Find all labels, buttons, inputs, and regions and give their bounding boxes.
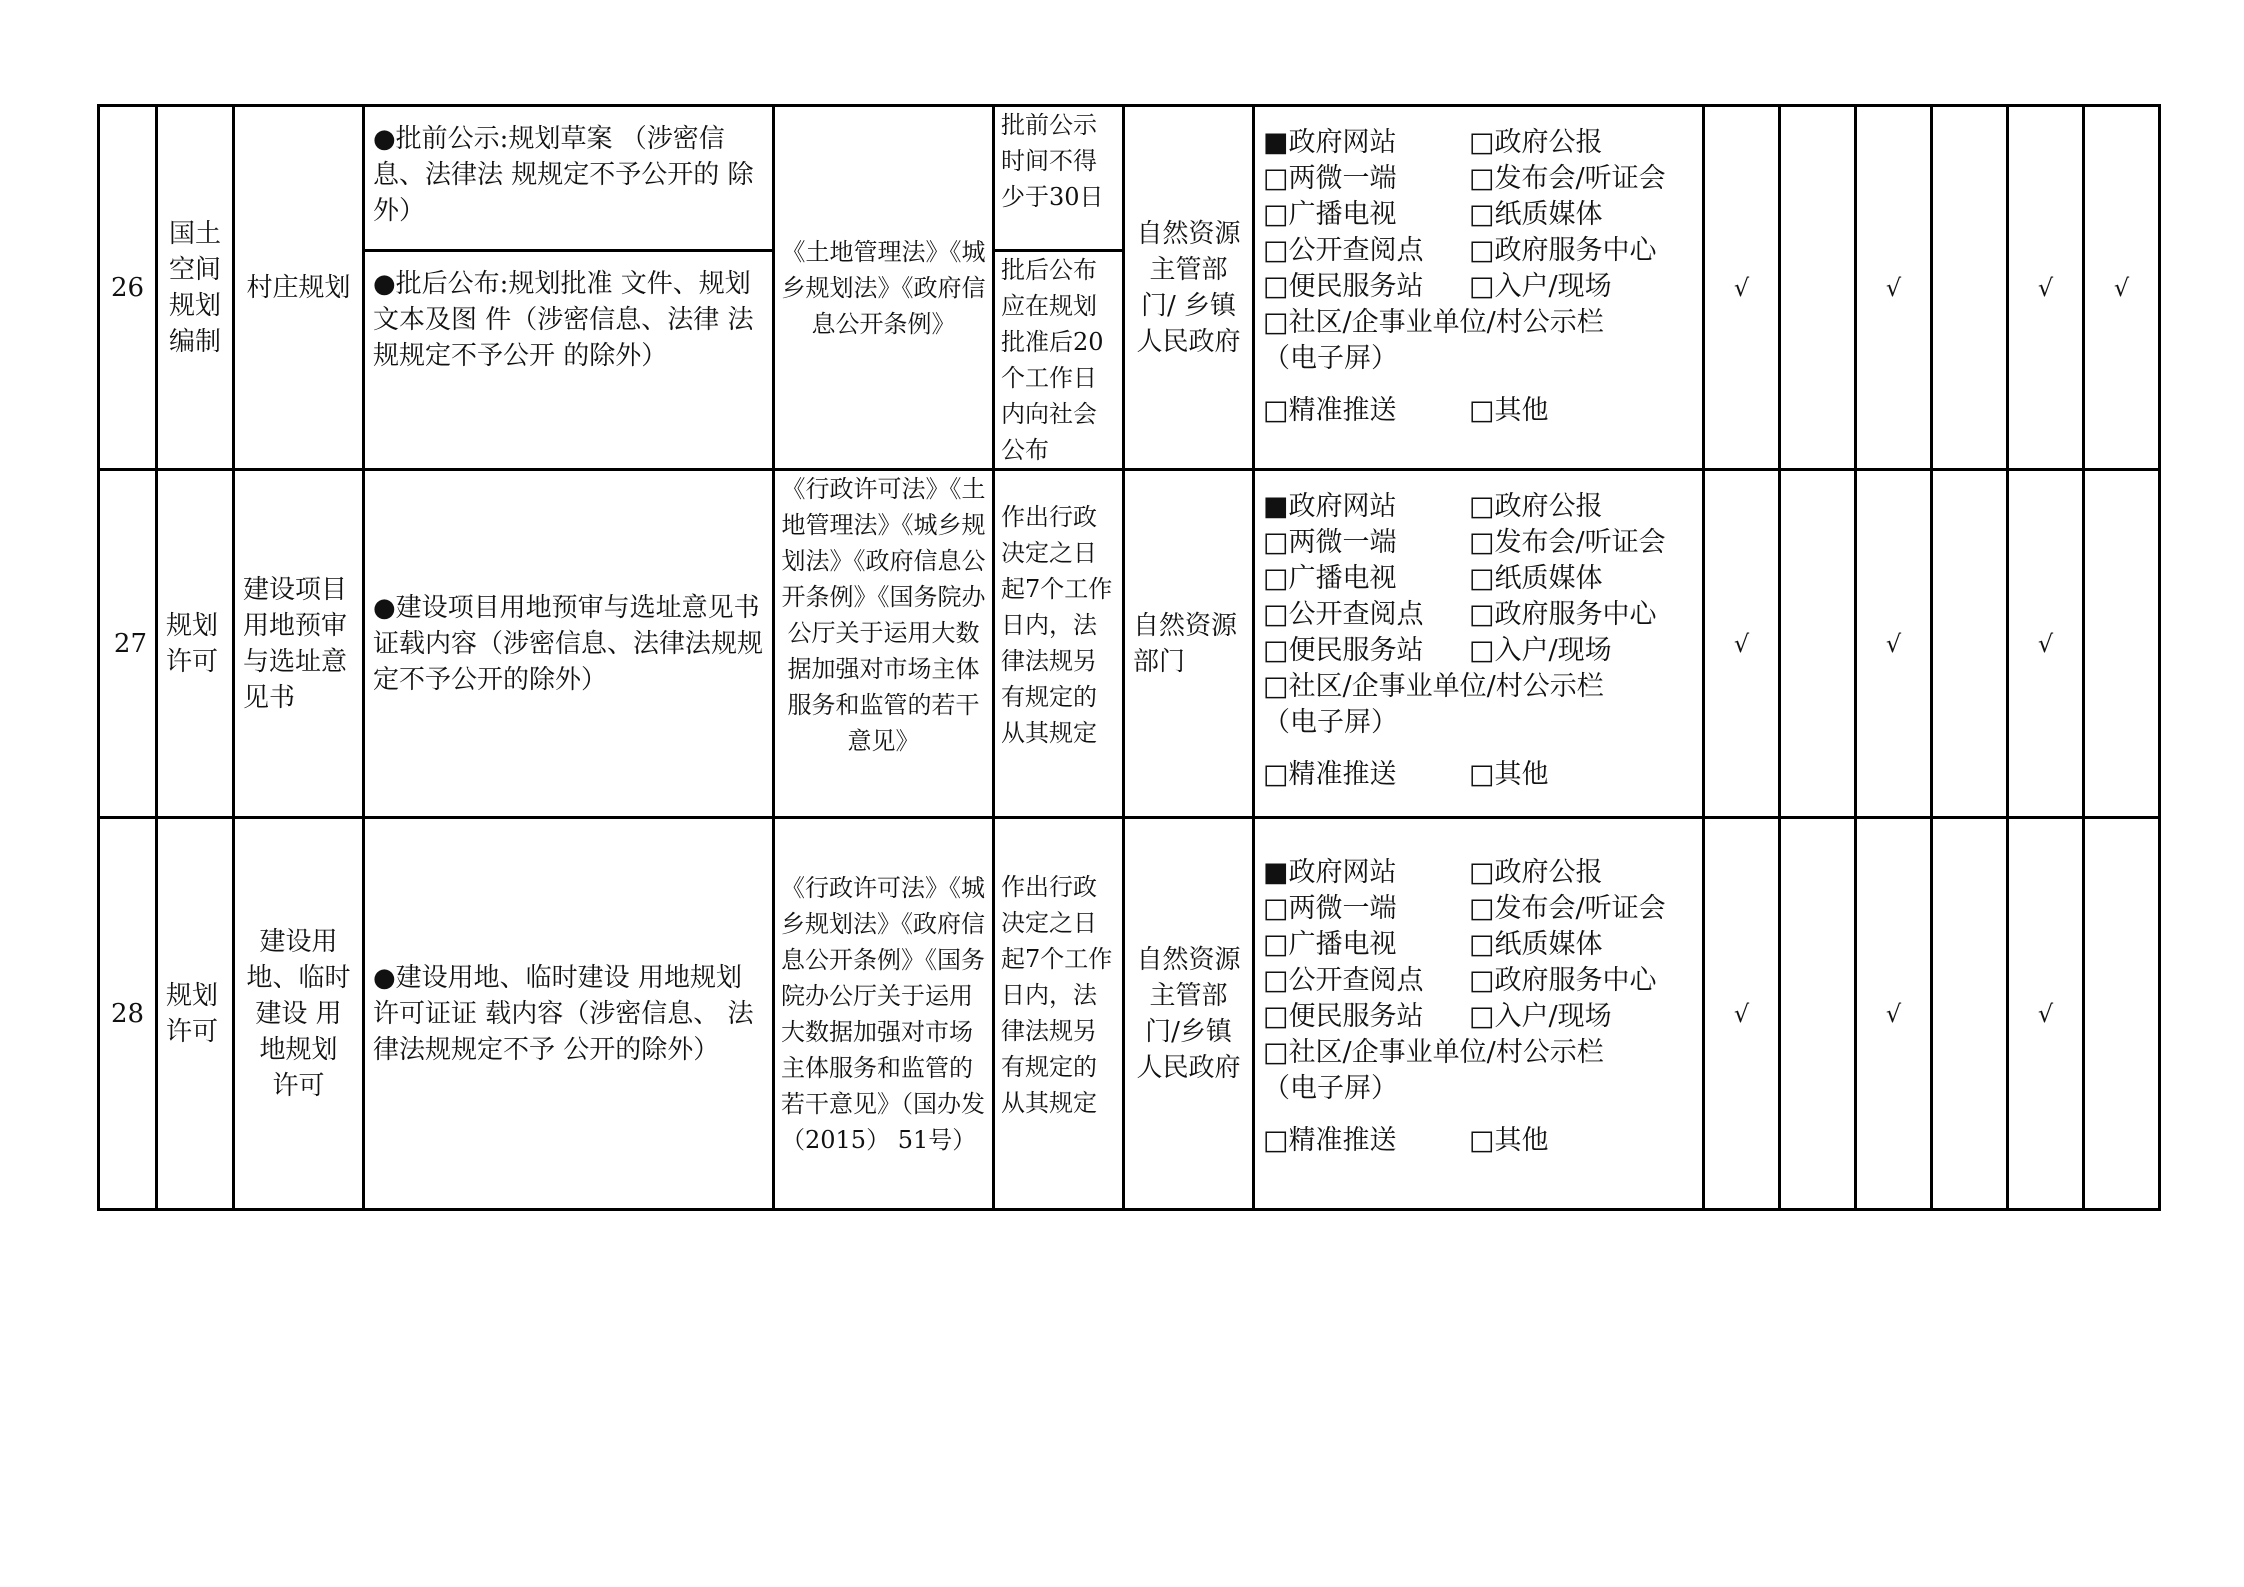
content-cell: ●建设用地、临时建设 用地规划许可证证 载内容（涉密信息、 法律法规规定不予 公开的除外） bbox=[364, 818, 774, 1210]
row-number: 26 bbox=[99, 106, 157, 470]
channel-option: ■政府网站 bbox=[1263, 491, 1397, 522]
channel-note: （电子屏） bbox=[1263, 1073, 1398, 1104]
channel-option: □两微一端 bbox=[1263, 527, 1397, 558]
channel-option: □两微一端 bbox=[1263, 163, 1397, 194]
channel-option: □社区/企事业单位/村公示栏 bbox=[1263, 1037, 1604, 1068]
channel-option: □入户/现场 bbox=[1469, 271, 1612, 302]
category-cell: 规划许可 bbox=[157, 818, 234, 1210]
channel-option: □公开查阅点 bbox=[1263, 965, 1424, 996]
channel-option: □广播电视 bbox=[1263, 563, 1397, 594]
channel-option: □两微一端 bbox=[1263, 893, 1397, 924]
agency-cell: 自然资源主管部门/乡镇人民政府 bbox=[1124, 818, 1254, 1210]
channel-option: □政府公报 bbox=[1469, 857, 1603, 888]
channel-option: □公开查阅点 bbox=[1263, 235, 1424, 266]
check-mark: √ bbox=[1856, 470, 1932, 818]
agency-cell: 自然资源部门 bbox=[1124, 470, 1254, 818]
basis-cell: 《行政许可法》《城乡规划法》《政府信息公开条例》《国务院办公厅关于运用大数据加强对市场主体服务和监管的 若干意见》（国办发（2015） 51号） bbox=[774, 818, 994, 1210]
channel-option: □政府服务中心 bbox=[1469, 235, 1657, 266]
channel-option: □社区/企事业单位/村公示栏 bbox=[1263, 671, 1604, 702]
channel-note: （电子屏） bbox=[1263, 707, 1398, 738]
check-mark: √ bbox=[2008, 106, 2084, 470]
channel-option: □发布会/听证会 bbox=[1469, 163, 1666, 194]
check-mark bbox=[2084, 470, 2160, 818]
content-cell: ●批后公布:规划批准 文件、规划文本及图 件（涉密信息、法律 法规规定不予公开 的除外） bbox=[364, 251, 774, 470]
item-cell: 建设项目用地预审与选址意见书 bbox=[234, 470, 364, 818]
basis-cell: 《行政许可法》《土 地管理法》《城乡规 划法》《政府信息公 开条例》《国务院办 公厅关于运用大数据加强对市场主体 服务和监管的若干意见》 bbox=[774, 470, 994, 818]
content-cell: ●批前公示:规划草案 （涉密信息、法律法 规规定不予公开的 除外） bbox=[364, 106, 774, 251]
channel-option: □纸质媒体 bbox=[1469, 199, 1603, 230]
disclosure-table bbox=[97, 104, 2161, 1211]
check-mark bbox=[2084, 818, 2160, 1210]
table-row bbox=[99, 818, 2160, 1210]
channel-cell bbox=[1254, 106, 1704, 470]
channel-option: □入户/现场 bbox=[1469, 1001, 1612, 1032]
channel-option: □其他 bbox=[1469, 1125, 1549, 1156]
channel-option: □便民服务站 bbox=[1263, 1001, 1424, 1032]
agency-cell: 自然资源主管部门/ 乡镇人民政府 bbox=[1124, 106, 1254, 470]
channel-option: □政府服务中心 bbox=[1469, 965, 1657, 996]
row-number: 27 bbox=[99, 470, 157, 818]
channel-option: □发布会/听证会 bbox=[1469, 527, 1666, 558]
channel-option: □精准推送 bbox=[1263, 395, 1397, 426]
channel-option: □便民服务站 bbox=[1263, 271, 1424, 302]
check-mark: √ bbox=[1704, 470, 1780, 818]
channel-option: ■政府网站 bbox=[1263, 857, 1397, 888]
check-mark bbox=[1780, 106, 1856, 470]
channel-note: （电子屏） bbox=[1263, 343, 1398, 374]
channel-option: □政府公报 bbox=[1469, 491, 1603, 522]
channel-option: □纸质媒体 bbox=[1469, 563, 1603, 594]
channel-option: □纸质媒体 bbox=[1469, 929, 1603, 960]
channel-option: □入户/现场 bbox=[1469, 635, 1612, 666]
channel-option: ■政府网站 bbox=[1263, 127, 1397, 158]
content-cell: ●建设项目用地预审与选址意见书证载内容（涉密信息、法律法规规定不予公开的除外） bbox=[364, 470, 774, 818]
channel-option: □其他 bbox=[1469, 395, 1549, 426]
check-mark: √ bbox=[2084, 106, 2160, 470]
row-number: 28 bbox=[99, 818, 157, 1210]
check-mark bbox=[1780, 818, 1856, 1210]
check-mark: √ bbox=[1856, 818, 1932, 1210]
item-cell: 建设用地、临时建设 用地规划 许可 bbox=[234, 818, 364, 1210]
check-mark: √ bbox=[2008, 470, 2084, 818]
channel-option: □精准推送 bbox=[1263, 1125, 1397, 1156]
channel-option: □公开查阅点 bbox=[1263, 599, 1424, 630]
channel-option: □便民服务站 bbox=[1263, 635, 1424, 666]
time-limit-cell: 作出行政决定之日起7个工作日内，法律法规另有规定的从其规定 bbox=[994, 470, 1124, 818]
check-mark bbox=[1932, 818, 2008, 1210]
time-limit-cell: 批后公布应在规划批准后20个工作日内向社会公布 bbox=[994, 251, 1124, 470]
channel-cell bbox=[1254, 818, 1704, 1210]
table-row bbox=[99, 106, 2160, 251]
time-limit-cell: 作出行政决定之日起7个工作日内，法律法规另有规定的从其规定 bbox=[994, 818, 1124, 1210]
basis-cell: 《土地管理法》《城 乡规划法》《政府信息公开条例》 bbox=[774, 106, 994, 470]
check-mark bbox=[1780, 470, 1856, 818]
channel-option: □其他 bbox=[1469, 759, 1549, 790]
time-limit-cell: 批前公示时间不得少于30日 bbox=[994, 106, 1124, 251]
check-mark: √ bbox=[2008, 818, 2084, 1210]
channel-option: □广播电视 bbox=[1263, 929, 1397, 960]
channel-option: □政府服务中心 bbox=[1469, 599, 1657, 630]
channel-option: □精准推送 bbox=[1263, 759, 1397, 790]
table-row bbox=[99, 470, 2160, 818]
check-mark: √ bbox=[1704, 818, 1780, 1210]
check-mark: √ bbox=[1704, 106, 1780, 470]
channel-option: □发布会/听证会 bbox=[1469, 893, 1666, 924]
category-cell: 国土空间规划编制 bbox=[157, 106, 234, 470]
item-cell: 村庄规划 bbox=[234, 106, 364, 470]
check-mark: √ bbox=[1856, 106, 1932, 470]
check-mark bbox=[1932, 106, 2008, 470]
channel-cell bbox=[1254, 470, 1704, 818]
channel-option: □政府公报 bbox=[1469, 127, 1603, 158]
category-cell: 规划许可 bbox=[157, 470, 234, 818]
channel-option: □广播电视 bbox=[1263, 199, 1397, 230]
channel-option: □社区/企事业单位/村公示栏 bbox=[1263, 307, 1604, 338]
check-mark bbox=[1932, 470, 2008, 818]
